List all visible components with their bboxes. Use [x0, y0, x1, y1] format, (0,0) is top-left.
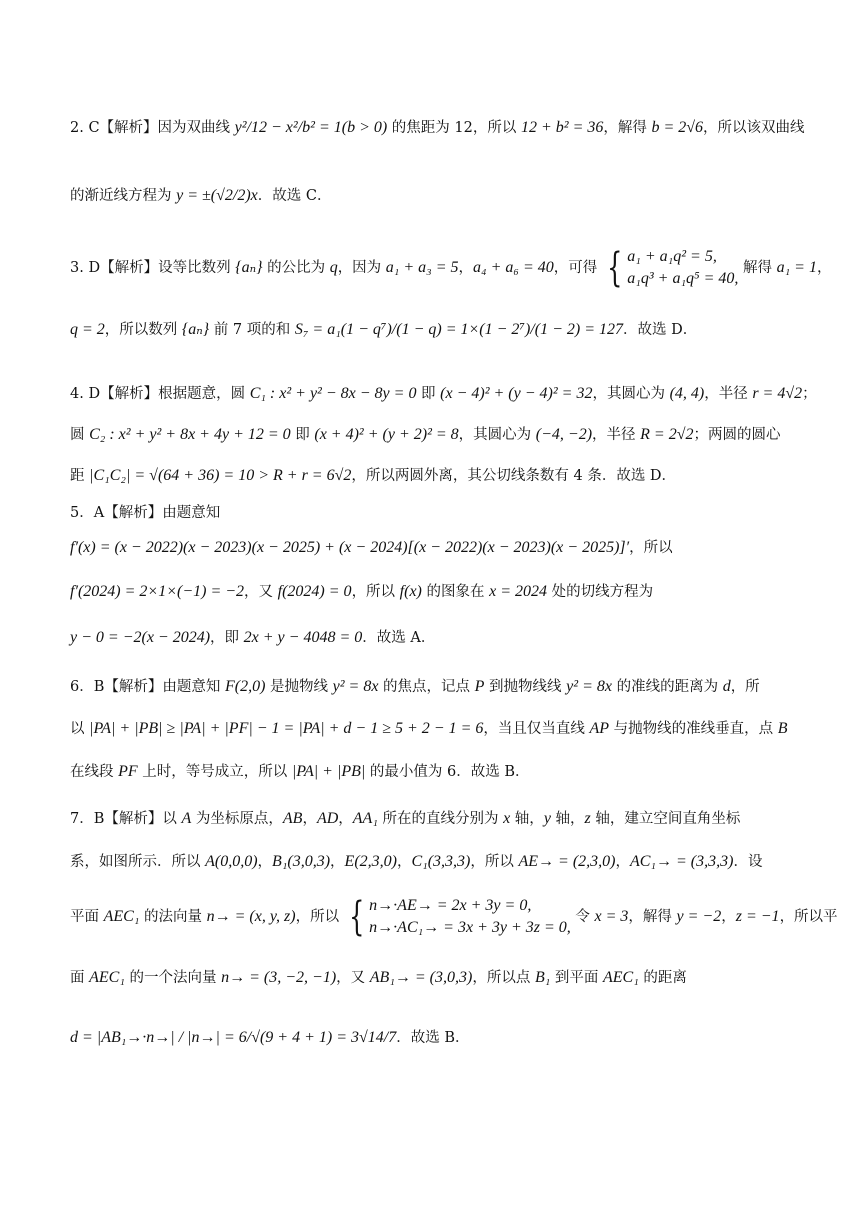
- text-run: 前 7 项的和: [209, 322, 295, 338]
- math-expression: B: [777, 720, 788, 737]
- solution-q7-line-3: [70, 894, 838, 943]
- text-run: 的最小值为 6．故选 B．: [365, 764, 530, 780]
- text-run: 的准线的距离为: [611, 679, 723, 695]
- math-expression: A(0,0,0): [205, 853, 258, 870]
- text-run: 平面: [70, 909, 104, 925]
- text-run: 5．A【解析】由题意知: [70, 505, 221, 521]
- math-expression: y²/12 − x²/b² = 1(b > 0): [234, 119, 388, 136]
- math-expression: n→ = (3, −2, −1): [221, 969, 337, 986]
- solution-q3-line-2: [70, 320, 792, 340]
- text-run: 的法向量: [139, 909, 207, 925]
- text-run: 面: [70, 970, 90, 986]
- text-run: ，因为: [337, 260, 386, 276]
- math-expression: 12 + b² = 36: [520, 119, 604, 136]
- text-run: 令: [570, 909, 595, 925]
- text-run: ，: [302, 811, 317, 827]
- text-run: ，: [721, 909, 736, 925]
- text-run: 的距离: [638, 970, 687, 986]
- text-run: 到平面: [550, 970, 603, 986]
- text-run: ，: [396, 854, 412, 870]
- text-run: ．设: [733, 854, 763, 870]
- text-run: 圆: [70, 427, 90, 443]
- text-run: ，当且仅当直线: [483, 721, 590, 737]
- text-run: ，又: [336, 970, 370, 986]
- text-run: ，所以该双曲线: [703, 120, 805, 136]
- math-expression: b = 2√6: [651, 119, 704, 136]
- text-run: ；两圆的圆心: [693, 427, 781, 443]
- text-run: ，其圆心为: [592, 386, 670, 402]
- text-run: ，所以: [295, 909, 344, 925]
- math-expression: PF: [118, 763, 138, 780]
- text-run: 处的切线方程为: [547, 584, 654, 600]
- math-expression: AEC₁: [89, 969, 125, 986]
- math-expression: C₁(3,3,3): [411, 853, 471, 870]
- solution-q6-line-2: [70, 719, 792, 739]
- math-expression: z: [584, 810, 591, 827]
- math-expression: (x − 4)² + (y − 4)² = 32: [440, 385, 593, 402]
- text-run: ，解得: [603, 120, 652, 136]
- text-run: 到抛物线线: [484, 679, 567, 695]
- text-run: 上时，等号成立，所以: [137, 764, 292, 780]
- math-expression: x: [503, 810, 511, 827]
- text-run: ，所以平: [779, 909, 838, 925]
- text-run: 即: [416, 386, 441, 402]
- math-expression: y − 0 = −2(x − 2024): [70, 629, 211, 646]
- math-expression: (x + 4)² + (y + 2)² = 8: [314, 426, 459, 443]
- solution-q5-line-4: [70, 628, 792, 648]
- math-expression: f′(2024) = 2×1×(−1) = −2: [70, 583, 245, 600]
- text-run: a₁q³ + a₁q⁵ = 40,: [627, 270, 739, 287]
- math-expression: AD: [316, 810, 339, 827]
- math-expression: AEC₁: [103, 908, 140, 925]
- math-expression: E(2,3,0): [344, 853, 397, 870]
- system-brace: {: [606, 245, 623, 291]
- solution-q7-line-4: [70, 968, 792, 988]
- text-run: ．故选 B．: [396, 1030, 470, 1046]
- text-run: 与抛物线的准线垂直，点: [609, 721, 778, 737]
- solution-q6-line-1: [70, 677, 792, 697]
- math-expression: S₇ = a₁(1 − q⁷)/(1 − q) = 1×(1 − 2⁷)/(1 − 2) = 127: [294, 321, 623, 338]
- solution-q7-line-1: [70, 809, 792, 829]
- text-run: 的焦点，记点: [378, 679, 475, 695]
- text-run: ，所以: [470, 854, 519, 870]
- text-run: ，所: [730, 679, 760, 695]
- text-run: 解得: [738, 260, 777, 276]
- math-expression: 2x + y − 4048 = 0: [243, 629, 363, 646]
- math-expression: B₁(3,0,3): [272, 853, 331, 870]
- math-expression: AP: [589, 720, 610, 737]
- text-run: 是抛物线: [265, 679, 333, 695]
- math-expression: a₄ + a₆ = 40: [473, 259, 554, 276]
- math-expression: r = 4√2: [752, 385, 803, 402]
- text-run: 轴，: [510, 811, 544, 827]
- math-expression: f′(x) = (x − 2022)(x − 2023)(x − 2025) + (x − 2024)[(x − 2022)(x − 2023)(x − 2025)]′: [70, 539, 630, 556]
- math-expression: AA₁: [352, 810, 378, 827]
- math-expression: |C₁C₂| = √(64 + 36) = 10 > R + r = 6√2: [89, 467, 352, 484]
- math-expression: {aₙ}: [181, 321, 210, 338]
- equation-system: [627, 246, 738, 290]
- solution-q5-line-2: [70, 538, 792, 558]
- text-run: 的公比为: [262, 260, 330, 276]
- text-run: ，: [458, 260, 474, 276]
- text-run: 的图象在: [421, 584, 490, 600]
- text-run: n→·AC₁→ = 3x + 3y + 3z = 0,: [369, 919, 571, 936]
- text-run: ．故选 D．: [623, 322, 698, 338]
- math-expression: AB: [282, 810, 303, 827]
- math-expression: a₁ + a₃ = 5: [385, 259, 459, 276]
- math-expression: a₁ = 1: [776, 259, 817, 276]
- text-run: 2. C【解析】因为双曲线: [70, 120, 235, 136]
- solution-q4-line-3: [70, 466, 792, 486]
- text-run: ，即: [210, 630, 244, 646]
- solution-q2-line-2: [70, 186, 792, 206]
- solution-q6-line-3: [70, 762, 792, 782]
- text-run: 轴，: [550, 811, 585, 827]
- math-expression: y² = 8x: [332, 678, 379, 695]
- text-run: 所在的直线分别为: [377, 811, 504, 827]
- text-run: 3. D【解析】设等比数列: [70, 260, 236, 276]
- math-expression: {aₙ}: [235, 259, 263, 276]
- math-expression: B₁: [534, 969, 551, 986]
- math-expression: C₁ : x² + y² − 8x − 8y = 0: [249, 385, 417, 402]
- text-run: ，可得: [553, 260, 602, 276]
- text-run: ；: [802, 386, 817, 402]
- math-expression: z = −1: [735, 908, 780, 925]
- text-run: a₁ + a₁q² = 5,: [627, 248, 717, 265]
- math-expression: C₂ : x² + y² + 8x + 4y + 12 = 0: [89, 426, 291, 443]
- text-run: 在线段: [70, 764, 119, 780]
- text-run: ，半径: [592, 427, 641, 443]
- text-run: ，其圆心为: [458, 427, 536, 443]
- text-run: 轴，建立空间直角坐标: [590, 811, 741, 827]
- text-run: 距: [70, 468, 90, 484]
- text-run: ，半径: [704, 386, 753, 402]
- math-expression: y = −2: [676, 908, 722, 925]
- text-run: 的一个法向量: [124, 970, 222, 986]
- math-expression: F(2,0): [225, 678, 266, 695]
- solution-q5-line-1: [70, 503, 792, 523]
- text-run: ，所以数列: [104, 322, 182, 338]
- text-run: ，: [257, 854, 273, 870]
- text-run: n→·AE→ = 2x + 3y = 0,: [369, 897, 532, 914]
- math-expression: AC₁→ = (3,3,3): [629, 853, 734, 870]
- math-expression: AE→ = (2,3,0): [518, 853, 616, 870]
- math-expression: R = 2√2: [640, 426, 694, 443]
- text-run: ，: [330, 854, 345, 870]
- math-expression: x = 3: [594, 908, 629, 925]
- math-expression: y² = 8x: [566, 678, 612, 695]
- equation-system: [369, 895, 571, 939]
- text-run: ，解得: [628, 909, 677, 925]
- solution-q4-line-2: [70, 425, 792, 445]
- text-run: 6．B【解析】由题意知: [70, 679, 225, 695]
- solution-q7-line-5: [70, 1028, 792, 1048]
- text-run: 4. D【解析】根据题意，圆: [70, 386, 250, 402]
- text-run: ，: [338, 811, 353, 827]
- text-run: 即: [290, 427, 315, 443]
- text-run: 系，如图所示．所以: [70, 854, 206, 870]
- text-run: 的焦距为 12，所以: [387, 120, 521, 136]
- math-expression: x = 2024: [489, 583, 547, 600]
- solution-q3-line-1: [70, 245, 832, 291]
- math-expression: f(2024) = 0: [277, 583, 352, 600]
- math-expression: (−4, −2): [535, 426, 593, 443]
- system-brace: {: [348, 894, 365, 940]
- text-run: ．故选 C．: [257, 188, 332, 204]
- solution-q5-line-3: [70, 582, 792, 602]
- text-run: ，所以: [351, 584, 400, 600]
- text-run: ，所以两圆外离，其公切线条数有 4 条．故选 D．: [351, 468, 677, 484]
- text-run: 的渐近线方程为: [70, 188, 177, 204]
- math-expression: f(x): [399, 583, 422, 600]
- math-expression: |PA| + |PB|: [291, 763, 366, 780]
- math-expression: d: [722, 678, 731, 695]
- math-expression: |PA| + |PB| ≥ |PA| + |PF| − 1 = |PA| + d − 1 ≥ 5 + 2 − 1 = 6: [89, 720, 484, 737]
- solution-q2-line-1: [70, 118, 805, 138]
- text-run: ．故选 A．: [362, 630, 436, 646]
- text-run: 为坐标原点，: [191, 811, 283, 827]
- text-run: ，又: [244, 584, 278, 600]
- text-run: ，所以点: [472, 970, 535, 986]
- math-expression: AEC₁: [603, 969, 639, 986]
- solution-q7-line-2: [70, 852, 792, 872]
- text-run: ，所以: [629, 540, 673, 556]
- text-run: ，: [615, 854, 630, 870]
- solution-q4-line-1: [70, 384, 817, 404]
- math-expression: q = 2: [70, 321, 105, 338]
- math-expression: n→ = (x, y, z): [206, 908, 296, 925]
- text-run: 7．B【解析】以: [70, 811, 182, 827]
- math-expression: (4, 4): [669, 385, 705, 402]
- math-expression: d = |AB₁→·n→| / |n→| = 6/√(9 + 4 + 1) = 3√14/7: [70, 1029, 397, 1046]
- math-expression: AB₁→ = (3,0,3): [369, 969, 473, 986]
- math-expression: y: [543, 810, 551, 827]
- math-expression: y = ±(√2/2)x: [176, 187, 258, 204]
- text-run: 以: [70, 721, 90, 737]
- math-expression: q: [329, 259, 338, 276]
- math-expression: P: [474, 678, 485, 695]
- math-expression: A: [181, 810, 192, 827]
- text-run: ，: [816, 260, 832, 276]
